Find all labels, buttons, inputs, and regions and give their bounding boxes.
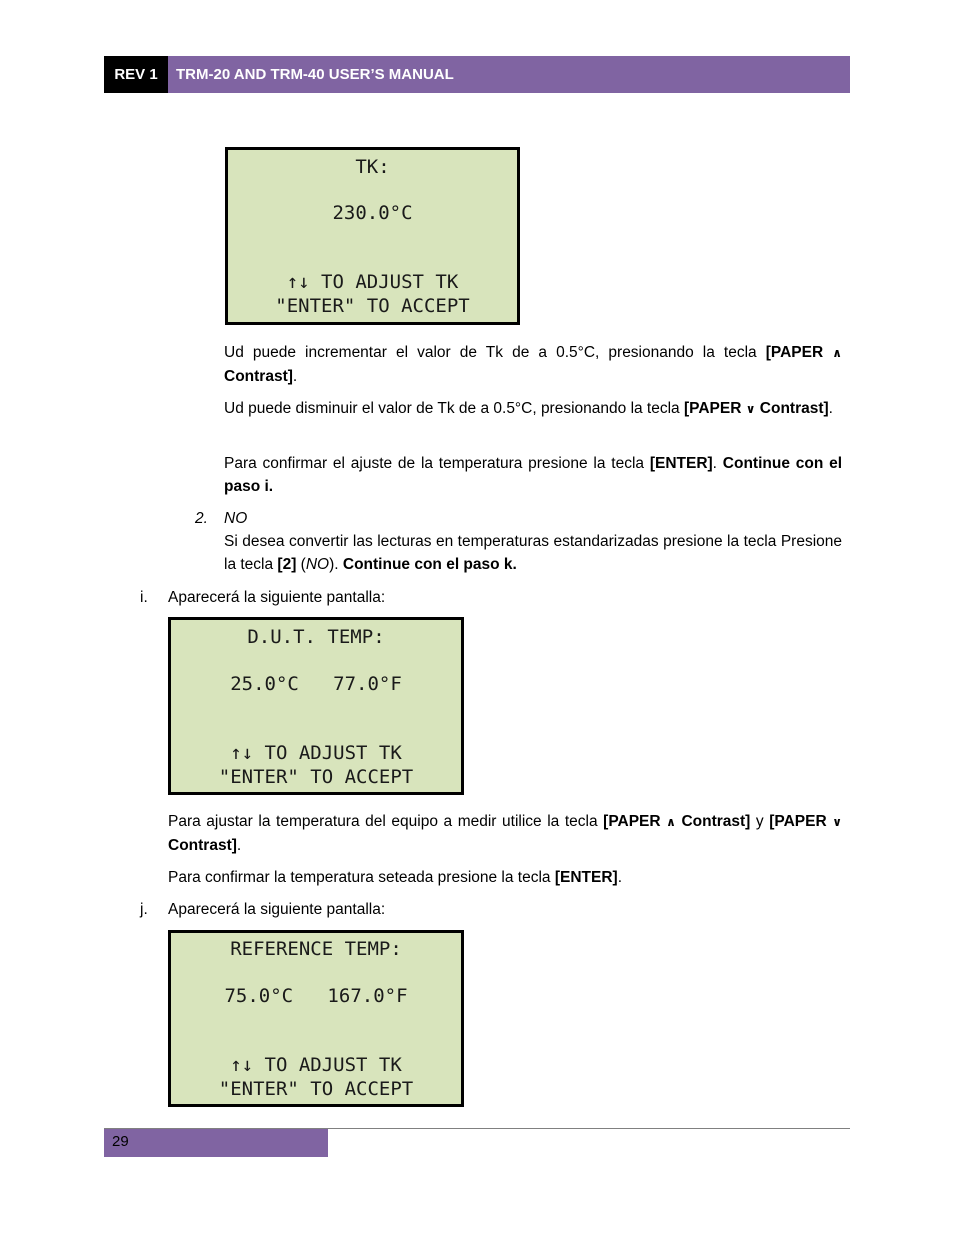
page-header (104, 56, 850, 93)
lcd-line-4: "ENTER" TO ACCEPT (218, 1078, 414, 1100)
paragraph-increment: Ud puede incrementar el valor de Tk de a 0.5°C, presionando la tecla [PAPER ∧ Contrast]. (224, 344, 842, 385)
step-marker-i: i. (140, 589, 148, 606)
lcd-line-1: TK: (355, 156, 390, 178)
paragraph-no-option: Si desea convertir las lecturas en temperaturas estandarizadas presione la tecla Presione la tecla [2] (NO). Continue con el paso k. (224, 533, 842, 573)
lcd-line-2: 230.0°C (332, 202, 413, 224)
step-i-text: Aparecerá la siguiente pantalla: (168, 589, 386, 606)
page-number: 29 (112, 1133, 129, 1150)
page-footer (104, 1129, 328, 1157)
lcd-line-3: ↑↓ TO ADJUST TK (230, 742, 402, 764)
item-no-label: NO (224, 510, 248, 527)
manual-title: TRM-20 AND TRM-40 USER’S MANUAL (176, 66, 454, 83)
lcd-line-2: 75.0°C 167.0°F (224, 985, 408, 1007)
caret-down-icon: ∨ (745, 402, 756, 416)
lcd-line-2: 25.0°C 77.0°F (230, 673, 402, 695)
caret-down-icon: ∨ (832, 815, 842, 829)
key-enter: [ENTER] (554, 869, 618, 886)
paragraph-confirm-dut: Para confirmar la temperatura seteada presione la tecla [ENTER]. (168, 869, 623, 886)
lcd-line-3: ↑↓ TO ADJUST TK (286, 271, 459, 293)
paragraph-confirm-tk: Para confirmar el ajuste de la temperatura presione la tecla [ENTER]. Continue con el paso i. (224, 455, 842, 495)
paragraph-adjust-dut: Para ajustar la temperatura del equipo a medir utilice la tecla [PAPER ∧ Contrast] y [PAPER ∨ Contrast]. (168, 813, 842, 854)
key-paper-down: [PAPER ∨ Contrast] (683, 400, 829, 417)
key-enter: [ENTER] (649, 455, 713, 472)
revision-label: REV 1 (104, 56, 168, 93)
lcd-screen-reference-temp (168, 930, 464, 1107)
key-paper-down: [PAPER ∨ Contrast] (168, 813, 842, 854)
caret-up-icon: ∧ (666, 815, 676, 829)
caret-up-icon: ∧ (832, 346, 842, 360)
lcd-line-1: D.U.T. TEMP: (247, 626, 385, 648)
key-paper-up: [PAPER ∧ Contrast] (603, 813, 751, 830)
lcd-screen-dut-temp (168, 617, 464, 795)
lcd-line-1: REFERENCE TEMP: (230, 938, 402, 960)
lcd-line-3: ↑↓ TO ADJUST TK (230, 1054, 402, 1076)
lcd-line-4: "ENTER" TO ACCEPT (275, 295, 470, 317)
lcd-line-4: "ENTER" TO ACCEPT (218, 766, 414, 788)
paragraph-decrement: Ud puede disminuir el valor de Tk de a 0.5°C, presionando la tecla [PAPER ∨ Contrast]. (224, 400, 833, 417)
step-marker-j: j. (140, 901, 148, 918)
step-j-text: Aparecerá la siguiente pantalla: (168, 901, 386, 918)
lcd-screen-tk (225, 147, 520, 325)
key-2: [2] (277, 556, 297, 573)
key-paper-up: [PAPER ∧ Contrast] (224, 344, 842, 385)
list-marker-2: 2. (195, 510, 208, 527)
